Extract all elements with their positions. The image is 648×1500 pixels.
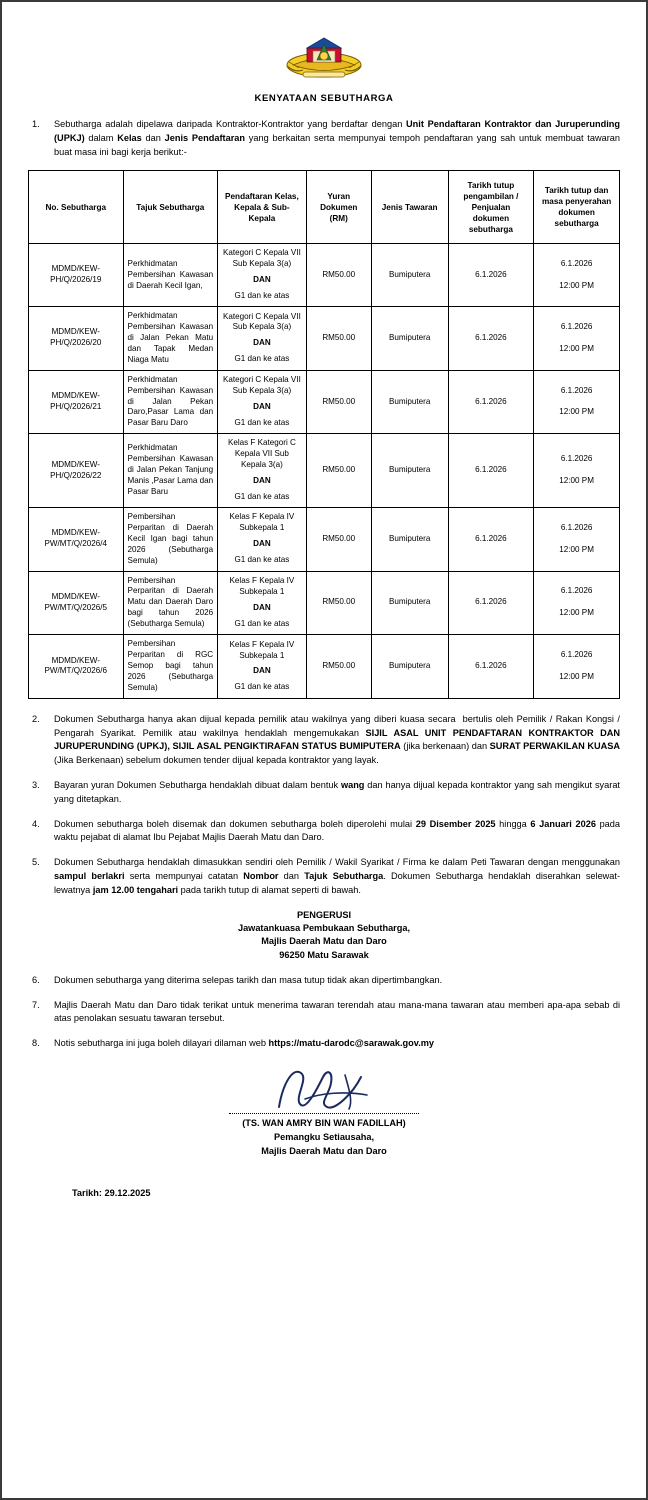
registration-conjunction: DAN [253, 401, 271, 411]
table-row [29, 434, 620, 508]
clause-4-number: 4. [32, 818, 40, 829]
submission-date: 6.1.2026 [560, 586, 593, 596]
clause-3 [28, 779, 620, 807]
clause-1-number: 1. [32, 119, 40, 129]
clause-2-number: 2. [32, 713, 40, 724]
date-label: Tarikh: 29.12.2025 [72, 1188, 151, 1199]
cell-closing-collection-date: 6.1.2026 [448, 370, 534, 434]
registration-top: Kelas F Kategori C Kepala VII Sub Kepala 3(a) [227, 438, 296, 470]
clause-5-text: Dokumen Sebutharga hendaklah dimasukkan sendiri oleh Pemilik / Wakil Syarikat / Firma ke dalam Peti Tawaran dengan menggunakan sampul berlakri serta mempunyai catatan Nombor dan Tajuk Sebutharga. Dokumen Sebutharga hendaklah diserahkan selewat-lewatnya jam 12.00 tengahari pada tarikh tutup di alamat seperti di bawah. [54, 857, 621, 895]
registration-conjunction: DAN [253, 602, 271, 612]
cell-submission-datetime [534, 244, 620, 307]
document-body [2, 2, 646, 1208]
handwritten-signature-icon [28, 1069, 620, 1113]
address-line: Jawatankuasa Pembukaan Sebutharga, [237, 922, 411, 933]
address-line: Majlis Daerah Matu dan Daro [261, 936, 387, 947]
quotation-table [28, 170, 620, 698]
clause-3-text: Bayaran yuran Dokumen Sebutharga hendaklah dibuat dalam bentuk wang dan hanya dijual kepada kontraktor yang sah mengikut syarat yang ditetapkan. [54, 779, 620, 804]
column-header-title: Tajuk Sebutharga [123, 171, 218, 244]
column-header-fee: Yuran Dokumen (RM) [306, 171, 371, 244]
cell-document-fee: RM50.00 [306, 307, 371, 371]
table-row [29, 244, 620, 307]
cell-document-fee: RM50.00 [306, 370, 371, 434]
column-header-offer-type: Jenis Tawaran [371, 171, 448, 244]
table-row [29, 370, 620, 434]
clause-2-text: Dokumen Sebutharga hanya akan dijual kepada pemilik atau wakilnya yang diberi kuasa secara bertulis oleh Pemilik / Rakan Kongsi / Pengarah Syarikat. Pemilik atau wakilnya hendaklah mengemukakan SIJIL ASAL UNIT PENDAFTARAN KONTRAKTOR DAN JURUPERUNDING (UPKJ), SIJIL ASAL PENGIKTIRAFAN STATUS BUMIPUTERA (jika berkenaan) dan SURAT PERWAKILAN KUASA (Jika Berkenaan) sebelum dokumen tender dijual kepada kontraktor yang layak. [54, 713, 620, 766]
cell-closing-collection-date: 6.1.2026 [448, 307, 534, 371]
signatory-position: Pemangku Setiausaha, [273, 1131, 375, 1142]
cell-quotation-no: MDMD/KEW-PW/MT/Q/2026/5 [29, 571, 124, 635]
column-header-no: No. Sebutharga [29, 171, 124, 244]
page-title: KENYATAAN SEBUTHARGA [254, 93, 394, 104]
cell-document-fee: RM50.00 [306, 635, 371, 699]
clause-7-text: Majlis Daerah Matu dan Daro tidak terikat untuk menerima tawaran terendah atau mana-mana tawaran atau memberi apa-apa sebab di atas penolakan sesuatu tawaran tersebut. [54, 999, 620, 1024]
cell-quotation-no: MDMD/KEW-PW/MT/Q/2026/6 [29, 635, 124, 699]
cell-document-fee: RM50.00 [306, 571, 371, 635]
address-line: 96250 Matu Sarawak [279, 949, 369, 960]
cell-offer-type: Bumiputera [371, 571, 448, 635]
cell-registration [218, 244, 307, 307]
clause-6-number: 6. [32, 974, 40, 985]
clause-8-number: 8. [32, 1038, 40, 1049]
cell-document-fee: RM50.00 [306, 507, 371, 571]
signatory-organisation: Majlis Daerah Matu dan Daro [261, 1145, 387, 1156]
column-header-registration: Pendaftaran Kelas, Kepala & Sub-Kepala [218, 171, 307, 244]
cell-registration [218, 434, 307, 508]
submission-time: 12:00 PM [559, 343, 594, 353]
registration-bottom: G1 dan ke atas [234, 417, 290, 427]
clause-1 [28, 118, 620, 159]
registration-conjunction: DAN [253, 666, 271, 676]
clause-4-text: Dokumen sebutharga boleh disemak dan dokumen sebutharga boleh diperolehi mulai 29 Disember 2025 hingga 6 Januari 2026 pada waktu pejabat di alamat Ibu Pejabat Majlis Daerah Matu dan Daro. [54, 818, 621, 843]
submission-date: 6.1.2026 [560, 454, 593, 464]
cell-registration [218, 571, 307, 635]
cell-quotation-title: Perkhidmatan Pembersihan Kawasan di Daerah Kecil Igan, [123, 244, 218, 307]
registration-bottom: G1 dan ke atas [234, 291, 290, 301]
clause-7-number: 7. [32, 999, 40, 1010]
cell-registration [218, 307, 307, 371]
cell-closing-collection-date: 6.1.2026 [448, 571, 534, 635]
registration-bottom: G1 dan ke atas [234, 491, 290, 501]
submission-date: 6.1.2026 [560, 385, 593, 395]
cell-submission-datetime [534, 307, 620, 371]
clause-3-number: 3. [32, 779, 40, 790]
cell-quotation-title: Pembersihan Perparitan di RGC Semop bagi tahun 2026 (Sebutharga Semula) [123, 635, 218, 699]
table-row [29, 571, 620, 635]
submission-date: 6.1.2026 [560, 321, 593, 331]
registration-conjunction: DAN [253, 275, 271, 285]
cell-offer-type: Bumiputera [371, 635, 448, 699]
cell-submission-datetime [534, 370, 620, 434]
clause-4 [28, 818, 620, 846]
cell-submission-datetime [534, 635, 620, 699]
registration-top: Kategori C Kepala VII Sub Kepala 3(a) [222, 311, 301, 332]
cell-quotation-no: MDMD/KEW-PH/Q/2026/19 [29, 244, 124, 307]
cell-registration [218, 507, 307, 571]
cell-offer-type: Bumiputera [371, 434, 448, 508]
cell-document-fee: RM50.00 [306, 434, 371, 508]
clause-2 [28, 713, 620, 768]
submission-time: 12:00 PM [559, 544, 594, 554]
clause-6 [28, 974, 620, 988]
registration-top: Kategori C Kepala VII Sub Kepala 3(a) [222, 248, 301, 269]
column-header-submission: Tarikh tutup dan masa penyerahan dokumen sebutharga [534, 171, 620, 244]
cell-offer-type: Bumiputera [371, 244, 448, 307]
table-row [29, 507, 620, 571]
submission-address [28, 909, 620, 962]
cell-document-fee: RM50.00 [306, 244, 371, 307]
submission-date: 6.1.2026 [560, 258, 593, 268]
registration-bottom: G1 dan ke atas [234, 618, 290, 628]
cell-quotation-title: Pembersihan Perparitan di Daerah Matu dan Daerah Daro bagi tahun 2026 (Sebutharga Semula) [123, 571, 218, 635]
clause-6-text: Dokumen sebutharga yang diterima selepas tarikh dan masa tutup tidak akan dipertimbangkan. [54, 974, 443, 985]
address-line: PENGERUSI [296, 909, 352, 920]
signature-block [28, 1069, 620, 1158]
cell-submission-datetime [534, 571, 620, 635]
cell-closing-collection-date: 6.1.2026 [448, 244, 534, 307]
cell-submission-datetime [534, 507, 620, 571]
cell-quotation-title: Pembersihan Perparitan di Daerah Kecil Igan bagi tahun 2026 (Sebutharga Semula) [123, 507, 218, 571]
clause-5 [28, 856, 620, 897]
registration-bottom: G1 dan ke atas [234, 354, 290, 364]
submission-time: 12:00 PM [559, 280, 594, 290]
registration-bottom: G1 dan ke atas [234, 555, 290, 565]
submission-time: 12:00 PM [559, 476, 594, 486]
cell-quotation-title: Perkhidmatan Pembersihan Kawasan di Jalan Pekan Tanjung Manis ,Pasar Lama dan Pasar Baru [123, 434, 218, 508]
cell-quotation-no: MDMD/KEW-PH/Q/2026/21 [29, 370, 124, 434]
clause-8-text: Notis sebutharga ini juga boleh dilayari dilaman web https://matu-darodc@sarawak.gov.my [54, 1038, 435, 1049]
cell-quotation-no: MDMD/KEW-PH/Q/2026/20 [29, 307, 124, 371]
registration-conjunction: DAN [253, 338, 271, 348]
registration-top: Kategori C Kepala VII Sub Kepala 3(a) [222, 375, 301, 396]
cell-quotation-no: MDMD/KEW-PH/Q/2026/22 [29, 434, 124, 508]
cell-closing-collection-date: 6.1.2026 [448, 434, 534, 508]
registration-conjunction: DAN [253, 476, 271, 486]
table-header-row [29, 171, 620, 244]
cell-registration [218, 635, 307, 699]
submission-time: 12:00 PM [559, 608, 594, 618]
submission-date: 6.1.2026 [560, 650, 593, 659]
cell-closing-collection-date: 6.1.2026 [448, 507, 534, 571]
column-header-closing-collection: Tarikh tutup pengambilan / Penjualan dokumen sebutharga [448, 171, 534, 244]
table-row [29, 635, 620, 699]
submission-date: 6.1.2026 [560, 522, 593, 532]
cell-closing-collection-date: 6.1.2026 [448, 635, 534, 699]
clause-5-number: 5. [32, 857, 40, 868]
registration-top: Kelas F Kepala IV Subkepala 1 [229, 639, 295, 660]
cell-quotation-title: Perkhidmatan Pembersihan Kawasan di Jalan Pekan Matu dan Tapak Medan Niaga Matu [123, 307, 218, 371]
cell-offer-type: Bumiputera [371, 307, 448, 371]
cell-offer-type: Bumiputera [371, 507, 448, 571]
table-row [29, 307, 620, 371]
registration-top: Kelas F Kepala IV Subkepala 1 [229, 512, 295, 533]
cell-quotation-title: Perkhidmatan Pembersihan Kawasan di Jalan Pekan Daro,Pasar Lama dan Pasar Baru Daro [123, 370, 218, 434]
registration-bottom: G1 dan ke atas [234, 682, 290, 692]
submission-time: 12:00 PM [559, 671, 594, 681]
registration-conjunction: DAN [253, 539, 271, 549]
clause-7 [28, 999, 620, 1027]
cell-registration [218, 370, 307, 434]
jata-negara-crest-icon [28, 32, 620, 87]
clause-1-text: Sebutharga adalah dipelawa daripada Kontraktor-Kontraktor yang berdaftar dengan Unit Pendaftaran Kontraktor dan Juruperunding (UPKJ) dalam Kelas dan Jenis Pendaftaran yang berkaitan serta mempunyai tempoh pendaftaran yang sah untuk membuat tawaran buat masa ini bagi kerja berikut:- [54, 119, 620, 157]
signatory-name: (TS. WAN AMRY BIN WAN FADILLAH) [242, 1118, 406, 1129]
clause-8 [28, 1037, 620, 1051]
cell-quotation-no: MDMD/KEW-PW/MT/Q/2026/4 [29, 507, 124, 571]
registration-top: Kelas F Kepala IV Subkepala 1 [229, 575, 295, 596]
table-body [29, 244, 620, 698]
cell-submission-datetime [534, 434, 620, 508]
cell-offer-type: Bumiputera [371, 370, 448, 434]
submission-time: 12:00 PM [559, 407, 594, 417]
